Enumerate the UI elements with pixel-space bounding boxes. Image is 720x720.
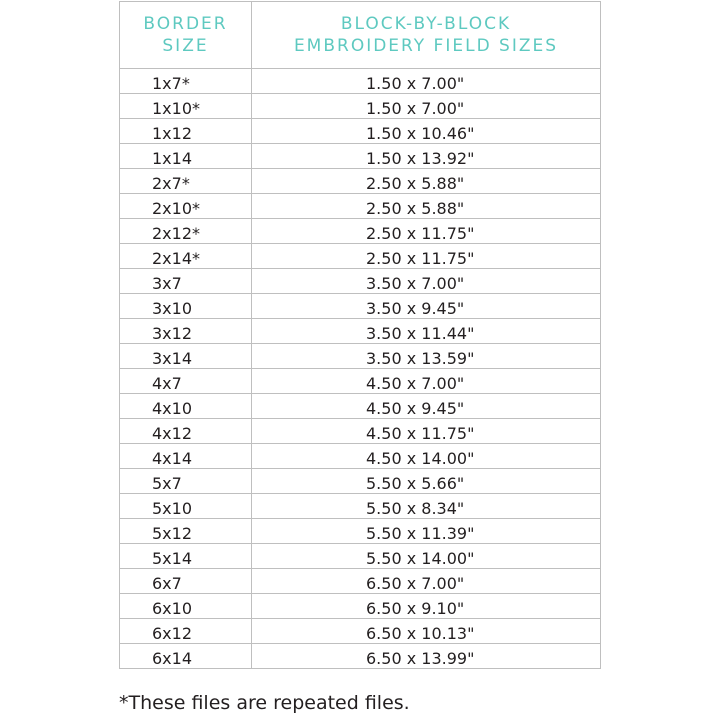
- border-size-cell: 6x7: [120, 569, 252, 594]
- field-size-cell: 5.50 x 14.00": [252, 544, 601, 569]
- table-row: [120, 444, 601, 469]
- border-size-cell: 5x7: [120, 469, 252, 494]
- field-size-cell: 6.50 x 10.13": [252, 619, 601, 644]
- field-size-cell: 2.50 x 11.75": [252, 219, 601, 244]
- table-row: [120, 219, 601, 244]
- table-row: [120, 319, 601, 344]
- border-size-cell: 4x14: [120, 444, 252, 469]
- border-size-cell: 1x14: [120, 144, 252, 169]
- border-size-header-line1: BORDER: [143, 14, 228, 34]
- border-size-header-line2: SIZE: [162, 36, 209, 56]
- table-row: [120, 619, 601, 644]
- field-size-cell: 5.50 x 11.39": [252, 519, 601, 544]
- border-size-cell: 3x12: [120, 319, 252, 344]
- field-size-cell: 6.50 x 13.99": [252, 644, 601, 669]
- embroidery-sizes-table: [119, 1, 601, 669]
- border-size-cell: 4x7: [120, 369, 252, 394]
- border-size-cell: 5x10: [120, 494, 252, 519]
- field-size-cell: 3.50 x 11.44": [252, 319, 601, 344]
- table-row: [120, 469, 601, 494]
- border-size-cell: 4x10: [120, 394, 252, 419]
- field-size-cell: 3.50 x 9.45": [252, 294, 601, 319]
- border-size-cell: 4x12: [120, 419, 252, 444]
- field-sizes-header-line2: EMBROIDERY FIELD SIZES: [293, 36, 559, 56]
- field-size-cell: 4.50 x 11.75": [252, 419, 601, 444]
- table-row: [120, 419, 601, 444]
- table-row: [120, 119, 601, 144]
- field-sizes-header-line1: BLOCK-BY-BLOCK: [340, 14, 512, 34]
- table-row: [120, 344, 601, 369]
- border-size-cell: 1x10*: [120, 94, 252, 119]
- table-body: [120, 69, 601, 669]
- border-size-cell: 1x7*: [120, 69, 252, 94]
- field-size-cell: 2.50 x 5.88": [252, 194, 601, 219]
- table-row: [120, 244, 601, 269]
- field-size-cell: 3.50 x 7.00": [252, 269, 601, 294]
- border-size-cell: 2x7*: [120, 169, 252, 194]
- border-size-cell: 2x10*: [120, 194, 252, 219]
- border-size-cell: 2x12*: [120, 219, 252, 244]
- table-row: [120, 294, 601, 319]
- field-sizes-header: [252, 2, 601, 69]
- field-size-cell: 5.50 x 5.66": [252, 469, 601, 494]
- table-row: [120, 544, 601, 569]
- field-size-cell: 1.50 x 7.00": [252, 94, 601, 119]
- table-row: [120, 94, 601, 119]
- table-row: [120, 644, 601, 669]
- field-size-cell: 4.50 x 9.45": [252, 394, 601, 419]
- table-row: [120, 194, 601, 219]
- footnote: *These files are repeated files.: [119, 692, 410, 714]
- field-size-cell: 1.50 x 7.00": [252, 69, 601, 94]
- border-size-cell: 6x14: [120, 644, 252, 669]
- border-size-cell: 5x12: [120, 519, 252, 544]
- table-row: [120, 594, 601, 619]
- border-size-cell: 1x12: [120, 119, 252, 144]
- border-size-cell: 2x14*: [120, 244, 252, 269]
- border-size-cell: 3x10: [120, 294, 252, 319]
- field-size-cell: 4.50 x 14.00": [252, 444, 601, 469]
- table-row: [120, 569, 601, 594]
- field-size-cell: 3.50 x 13.59": [252, 344, 601, 369]
- border-size-cell: 5x14: [120, 544, 252, 569]
- header-row: [120, 2, 601, 69]
- field-size-cell: 1.50 x 13.92": [252, 144, 601, 169]
- table-row: [120, 494, 601, 519]
- border-size-header: [120, 2, 252, 69]
- table-row: [120, 519, 601, 544]
- field-size-cell: 1.50 x 10.46": [252, 119, 601, 144]
- border-size-cell: 3x7: [120, 269, 252, 294]
- field-size-cell: 2.50 x 5.88": [252, 169, 601, 194]
- table-row: [120, 144, 601, 169]
- table-row: [120, 69, 601, 94]
- field-size-cell: 5.50 x 8.34": [252, 494, 601, 519]
- table-row: [120, 269, 601, 294]
- field-size-cell: 4.50 x 7.00": [252, 369, 601, 394]
- field-size-cell: 6.50 x 7.00": [252, 569, 601, 594]
- table-row: [120, 369, 601, 394]
- border-size-cell: 6x12: [120, 619, 252, 644]
- border-size-cell: 6x10: [120, 594, 252, 619]
- border-size-cell: 3x14: [120, 344, 252, 369]
- field-size-cell: 2.50 x 11.75": [252, 244, 601, 269]
- table-row: [120, 394, 601, 419]
- table-row: [120, 169, 601, 194]
- field-size-cell: 6.50 x 9.10": [252, 594, 601, 619]
